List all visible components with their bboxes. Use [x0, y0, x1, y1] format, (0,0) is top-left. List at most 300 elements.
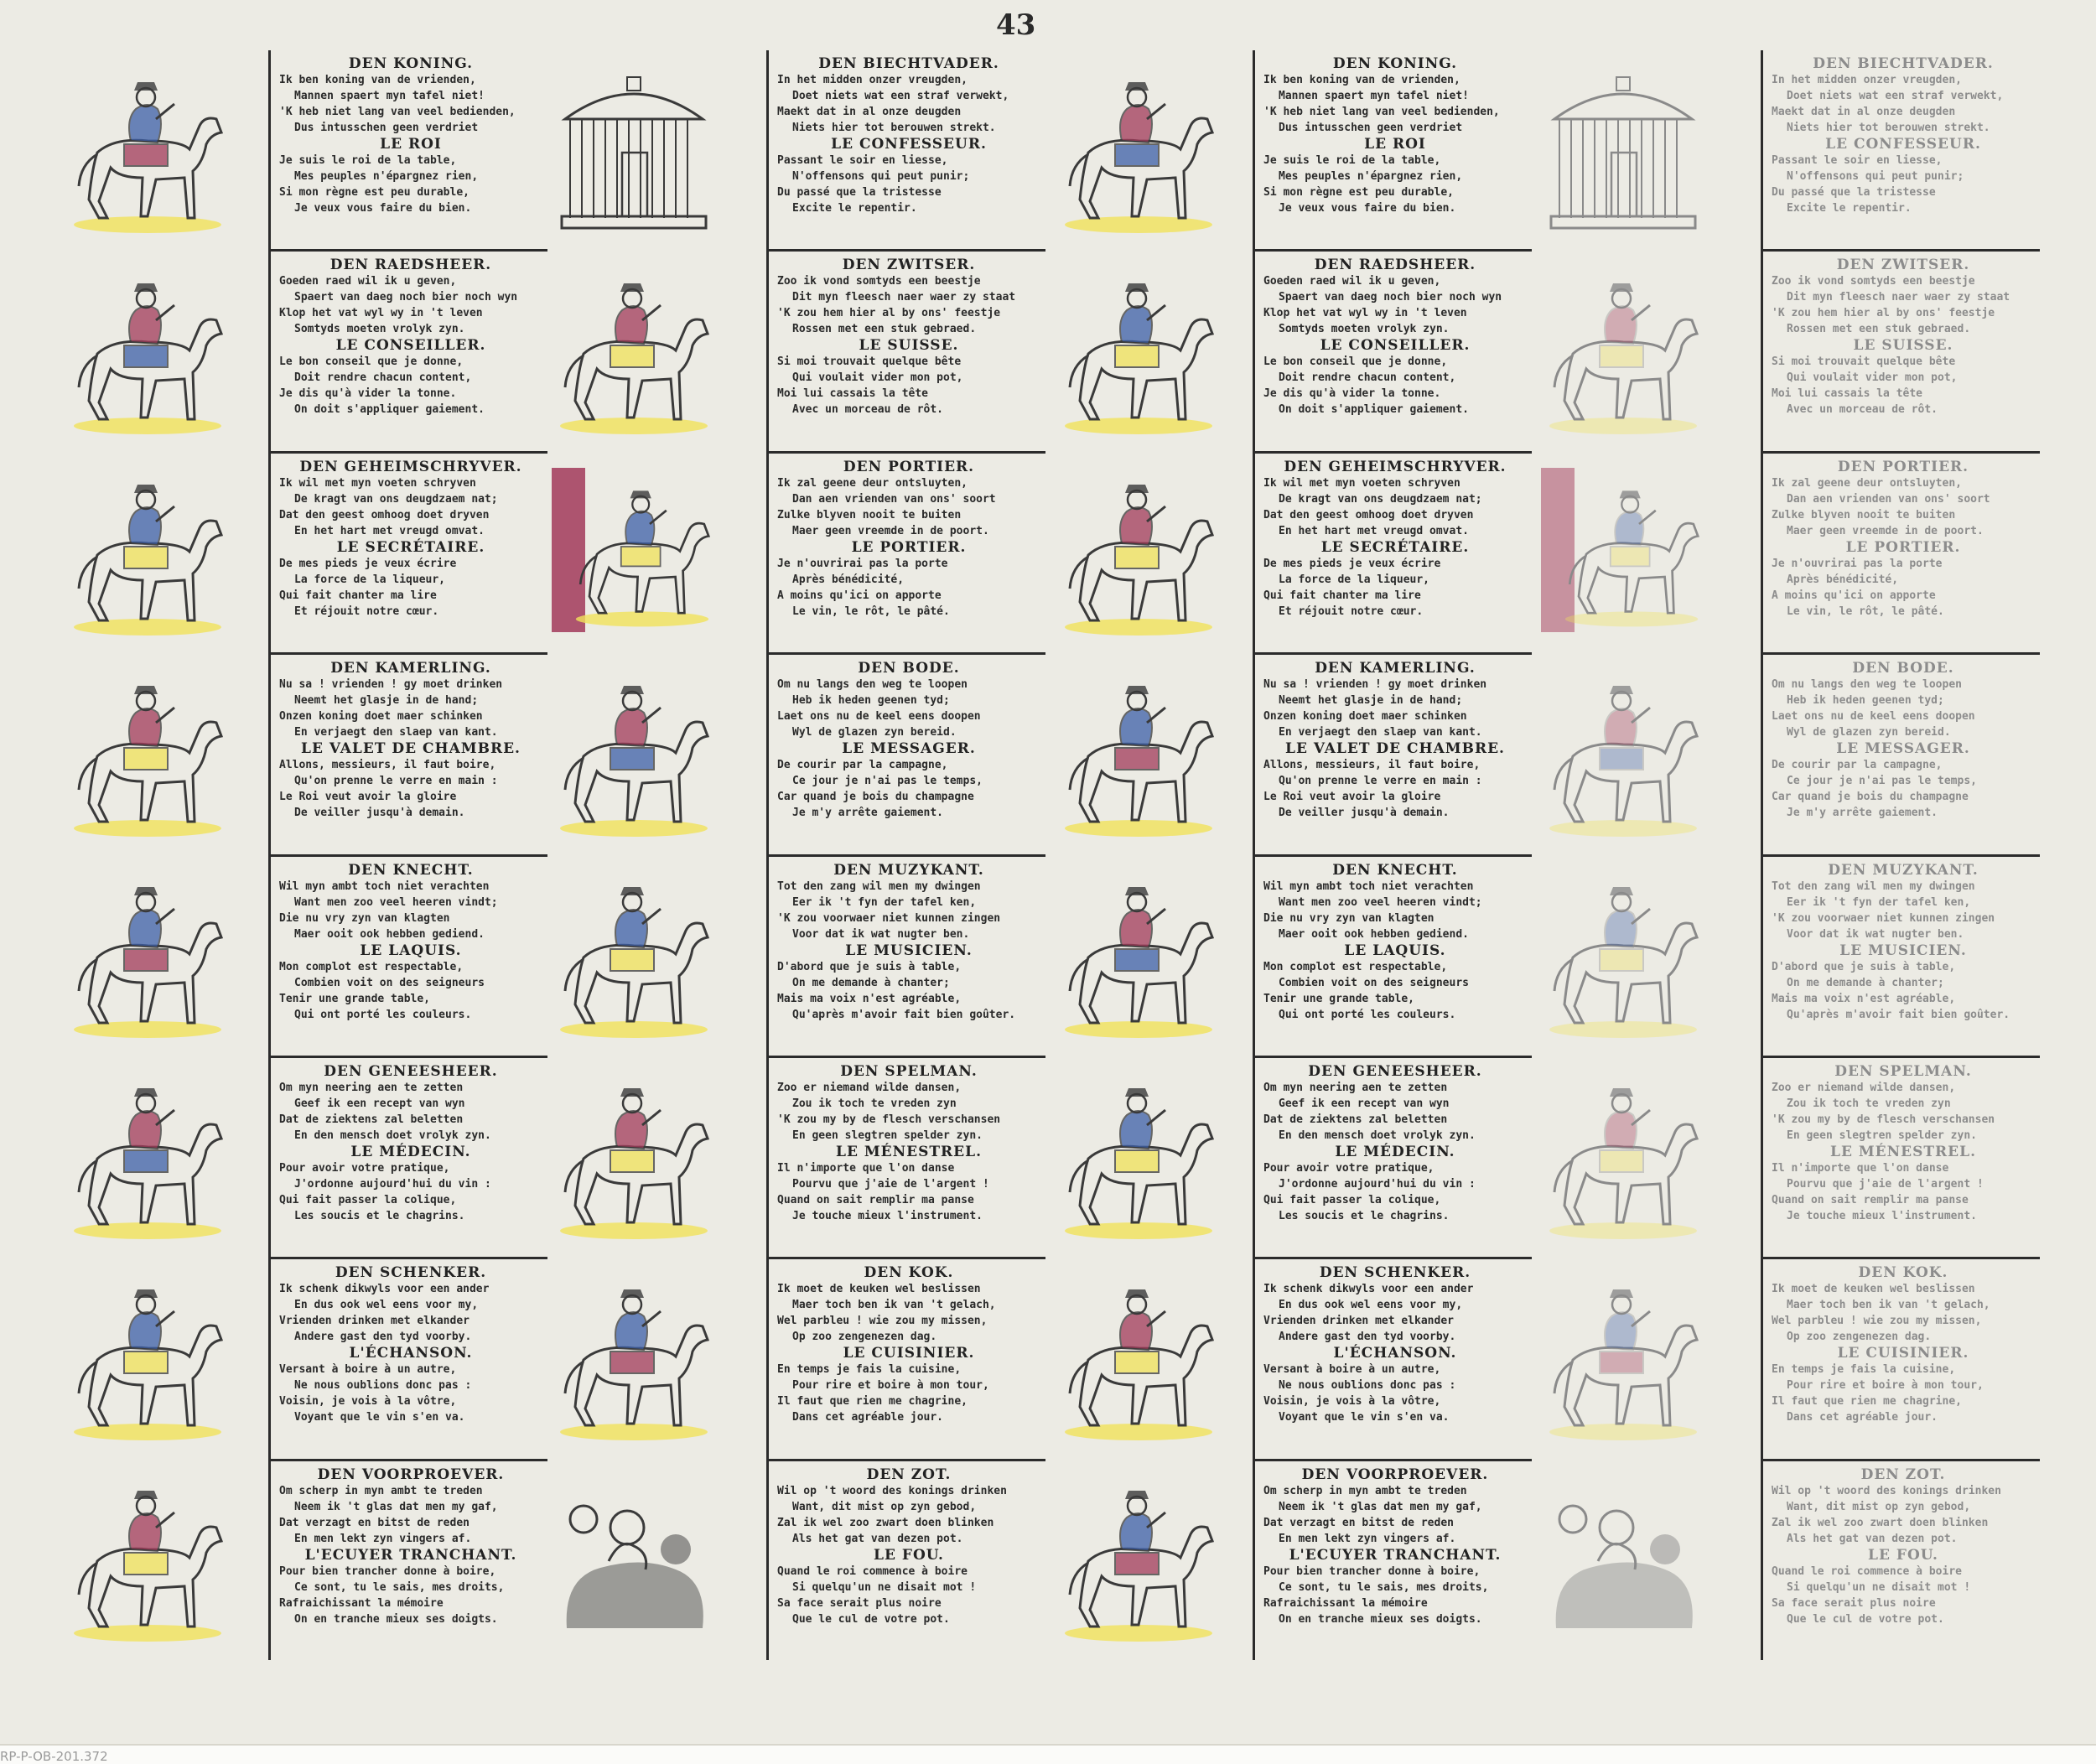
dutch-verse-line: Doet niets wat een straf verwekt,	[1787, 90, 2004, 102]
french-verse-line: Qui voulait vider mon pot,	[792, 371, 963, 385]
verse-title: DEN KOK.	[1858, 1264, 1948, 1282]
woodcut-cell	[55, 855, 240, 1056]
woodcut-cell	[1046, 855, 1231, 1056]
inventory-number: RP-P-OB-201.372	[0, 1749, 108, 1764]
verse-cell	[1255, 454, 1532, 655]
musician-on-horse-figure	[550, 865, 718, 1041]
french-verse-line: Tenir une grande table,	[279, 992, 431, 1005]
dutch-verse-line: Nu sa ! vrienden ! gy moet drinken	[279, 678, 503, 692]
dutch-verse-line: En men lekt zyn vingers af.	[294, 1532, 472, 1545]
french-verse-line: Moi lui cassais la tête	[1772, 387, 1923, 401]
french-verse-line: On en tranche mieux ses doigts.	[1279, 1612, 1482, 1626]
verse-title: DEN GEHEIMSCHRYVER.	[299, 458, 522, 475]
woodcut-cell	[1531, 252, 1715, 453]
dutch-verse-line: Klop het vat wyl wy in 't leven	[279, 307, 483, 320]
french-verse-line: Versant à boire à un autre,	[1263, 1363, 1441, 1377]
french-verse-line: Qui fait chanter ma lire	[1263, 589, 1421, 602]
french-verse-line: J'ordonne aujourd'hui du vin :	[294, 1177, 491, 1191]
dutch-verse-line: Dat den geest omhoog doet dryven	[1263, 508, 1474, 521]
verse-title: DEN ZOT.	[1860, 1466, 1946, 1483]
french-verse-line: Qu'on prenne le verre en main :	[294, 775, 498, 788]
woodcut-cell	[55, 654, 240, 855]
french-verse-line: Rafraichissant la mémoire	[279, 1596, 444, 1610]
french-verse-line: Qu'on prenne le verre en main :	[1279, 775, 1482, 788]
dutch-verse-line: Die nu vry zyn van klagten	[1263, 911, 1435, 925]
dutch-verse-line: In het midden onzer vreugden,	[777, 74, 968, 86]
french-verse-line: Si mon règne est peu durable,	[1263, 186, 1454, 199]
verse-cell	[271, 252, 547, 453]
woodcut-column-3	[542, 50, 726, 1660]
french-title: LE MÉNESTREL.	[836, 1143, 982, 1160]
dutch-verse-line: Maer toch ben ik van 't gelach,	[792, 1299, 996, 1312]
french-verse-line: Pour bien trancher donne à boire,	[1263, 1564, 1481, 1578]
french-verse-line: Le Roi veut avoir la gloire	[1263, 791, 1441, 804]
french-verse-line: Je suis le roi de la table,	[279, 154, 457, 167]
dutch-verse-line: Om scherp in myn ambt te treden	[1263, 1484, 1467, 1497]
french-title: LE CONSEILLER.	[1320, 337, 1471, 355]
french-verse-line: En temps je fais la cuisine,	[1772, 1363, 1956, 1377]
dutch-verse-line: Zoo er niemand wilde dansen,	[1772, 1081, 1956, 1094]
cook-on-horse-figure	[550, 1268, 718, 1444]
dutch-verse-line: Ik wil met myn voeten schryven	[1263, 476, 1460, 490]
french-title: LE VALET DE CHAMBRE.	[1285, 740, 1505, 758]
dutch-verse-line: Heb ik heden geenen tyd;	[1787, 694, 1944, 708]
french-verse-line: Combien voit on des seigneurs	[1279, 976, 1469, 989]
verse-title: DEN KAMERLING.	[1315, 660, 1476, 677]
french-verse-line: Il n'importe que l'on danse	[777, 1161, 955, 1175]
dutch-verse-line: Zou ik toch te vreden zyn	[1787, 1097, 1951, 1110]
taster-on-horse-figure	[64, 1469, 231, 1645]
french-verse-line: Je suis le roi de la table,	[1263, 154, 1441, 167]
woodcut-cell	[542, 252, 726, 453]
woodcut-cell	[1046, 50, 1231, 252]
dutch-verse-line: En den mensch doet vrolyk zyn.	[294, 1128, 491, 1142]
woodcut-cell	[1046, 1258, 1231, 1459]
councillor-on-horse-figure	[64, 262, 231, 438]
verse-cell	[769, 1461, 1045, 1660]
dutch-verse-line: En den mensch doet vrolyk zyn.	[1279, 1128, 1476, 1142]
french-verse-line: Ce jour je n'ai pas le temps,	[1787, 775, 1977, 788]
french-verse-line: Pourvu que j'aie de l'argent !	[792, 1177, 989, 1191]
verse-column-8	[1761, 50, 2040, 1660]
page-number: 43	[996, 8, 1036, 42]
dutch-verse-line: Neemt het glasje in de hand;	[294, 694, 479, 708]
french-verse-line: Qu'après m'avoir fait bien goûter.	[1787, 1008, 2010, 1021]
messenger-on-horse-figure	[550, 664, 718, 840]
dutch-verse-line: In het midden onzer vreugden,	[1772, 74, 1962, 86]
french-verse-line: Pour rire et boire à mon tour,	[1787, 1379, 1984, 1393]
french-title: LE ROI	[380, 136, 442, 153]
french-verse-line: Du passé que la tristesse	[1772, 186, 1936, 199]
dutch-verse-line: Zal ik wel zoo zwart doen blinken	[777, 1516, 994, 1529]
dutch-verse-line: En dus ook wel eens voor my,	[1279, 1299, 1463, 1312]
dutch-verse-line: Zoo ik vond somtyds een beestje	[777, 275, 981, 288]
verse-cell	[1763, 50, 2040, 252]
verse-cell	[1255, 857, 1532, 1058]
fool-on-bear-figure	[1539, 1469, 1707, 1645]
french-verse-line: Combien voit on des seigneurs	[294, 976, 485, 989]
french-verse-line: Qui fait passer la colique,	[279, 1193, 457, 1206]
french-verse-line: Sa face serait plus noire	[1772, 1596, 1936, 1610]
dutch-verse-line: Om nu langs den weg te loopen	[1772, 678, 1962, 692]
verse-title: DEN MUZYKANT.	[833, 861, 984, 879]
verse-cell	[769, 252, 1045, 453]
cupbearer-on-horse-figure	[64, 1268, 231, 1444]
french-verse-line: Dans cet agréable jour.	[1787, 1411, 1938, 1424]
french-verse-line: Je n'ouvrirai pas la porte	[777, 557, 948, 570]
secretary-on-horse-figure	[1055, 463, 1222, 639]
verse-cell	[1763, 1058, 2040, 1259]
verse-title: DEN RAEDSHEER.	[1314, 257, 1476, 274]
woodcut-cell	[1046, 252, 1231, 453]
french-verse-line: Quand le roi commence à boire	[777, 1564, 968, 1578]
verse-cell	[1255, 50, 1532, 252]
woodcut-cell	[1046, 1459, 1231, 1660]
french-title: LE SECRÉTAIRE.	[336, 538, 485, 556]
french-verse-line: Je dis qu'à vider la tonne.	[279, 387, 457, 401]
french-verse-line: Ne nous oublions donc pas :	[1279, 1379, 1456, 1393]
french-verse-line: Qui fait passer la colique,	[1263, 1193, 1441, 1206]
verse-column-2	[268, 50, 547, 1660]
cupbearer-on-horse-figure	[1055, 1268, 1222, 1444]
french-verse-line: Passant le soir en liesse,	[1772, 154, 1943, 167]
secretary-on-horse-figure	[64, 463, 231, 639]
chamberlain-on-horse-figure	[64, 664, 231, 840]
woodcut-cell	[55, 1258, 240, 1459]
dutch-verse-line: Andere gast den tyd voorby.	[294, 1331, 472, 1344]
confessor-cage-figure	[550, 60, 718, 236]
dutch-verse-line: Maer ooit ook hebben gediend.	[1279, 927, 1469, 941]
dutch-verse-line: De kragt van ons deugdzaem nat;	[294, 492, 498, 506]
french-verse-line: Excite le repentir.	[1787, 202, 1912, 215]
french-title: LE ROI	[1364, 136, 1426, 153]
fool-on-bear-figure	[550, 1469, 718, 1645]
french-verse-line: Le vin, le rôt, le pâté.	[1787, 604, 1944, 618]
french-title: LE MUSICIEN.	[1839, 942, 1967, 959]
dutch-verse-line: Ik moet de keuken wel beslissen	[1772, 1283, 1975, 1296]
minstrel-on-horse-figure	[1539, 1066, 1707, 1243]
dutch-verse-line: Mannen spaert myn tafel niet!	[1279, 90, 1469, 102]
dutch-verse-line: 'K zou voorwaer niet kunnen zingen	[1772, 911, 1995, 925]
french-title: LE SECRÉTAIRE.	[1320, 538, 1470, 556]
dutch-verse-line: Dit myn fleesch naer waer zy staat	[1787, 291, 2010, 304]
dutch-verse-line: Neem ik 't glas dat men my gaf,	[294, 1500, 498, 1513]
dutch-verse-line: Neem ik 't glas dat men my gaf,	[1279, 1500, 1482, 1513]
dutch-verse-line: Dan aen vrienden van ons' soort	[792, 492, 996, 506]
verse-cell	[271, 1058, 547, 1259]
verse-cell	[271, 857, 547, 1058]
french-verse-line: Du passé que la tristesse	[777, 186, 942, 199]
verse-title: DEN VOORPROEVER.	[317, 1466, 505, 1483]
french-verse-line: De mes pieds je veux écrire	[279, 557, 457, 570]
verse-cell	[271, 454, 547, 655]
dutch-verse-line: Tot den zang wil men my dwingen	[1772, 879, 1975, 893]
woodcut-cell	[1531, 654, 1715, 855]
french-verse-line: Ce jour je n'ai pas le temps,	[792, 775, 983, 788]
verse-title: DEN BIECHTVADER.	[818, 55, 999, 72]
french-verse-line: Pour rire et boire à mon tour,	[792, 1379, 989, 1393]
dutch-verse-line: Maekt dat in al onze deugden	[1772, 106, 1956, 118]
dutch-verse-line: En het hart met vreugd omvat.	[1279, 524, 1469, 537]
french-verse-line: Quand on sait remplir ma panse	[777, 1193, 974, 1206]
french-verse-line: Ce sont, tu le sais, mes droits,	[294, 1580, 505, 1594]
verse-title: DEN KONING.	[348, 55, 474, 72]
french-verse-line: Si quelqu'un ne disait mot !	[1787, 1580, 1971, 1594]
dutch-verse-line: Mannen spaert myn tafel niet!	[294, 90, 485, 102]
dutch-verse-line: Zoo er niemand wilde dansen,	[777, 1081, 962, 1094]
french-verse-line: Quand le roi commence à boire	[1772, 1564, 1962, 1578]
dutch-verse-line: Spaert van daeg noch bier noch wyn	[1279, 291, 1502, 304]
french-verse-line: La force de la liqueur,	[294, 573, 446, 586]
dutch-verse-line: Wel parbleu ! wie zou my missen,	[1772, 1315, 1982, 1328]
french-verse-line: Les soucis et le chagrins.	[294, 1209, 465, 1222]
dutch-verse-line: Als het gat van dezen pot.	[792, 1532, 963, 1545]
french-verse-line: Je veux vous faire du bien.	[294, 202, 472, 215]
french-verse-line: Allons, messieurs, il faut boire,	[279, 759, 496, 772]
woodcut-cell	[542, 855, 726, 1056]
dutch-verse-line: Rossen met een stuk gebraed.	[1787, 323, 1971, 336]
french-verse-line: Car quand je bois du champagne	[1772, 791, 1969, 804]
verse-title: DEN SCHENKER.	[1319, 1264, 1471, 1282]
french-verse-line: Moi lui cassais la tête	[777, 387, 929, 401]
verse-cell	[1763, 655, 2040, 856]
french-verse-line: Mais ma voix n'est agréable,	[777, 992, 962, 1005]
dutch-verse-line: Om myn neering aen te zetten	[279, 1081, 464, 1094]
french-verse-line: Car quand je bois du champagne	[777, 791, 974, 804]
french-title: LE MÉDECIN.	[1335, 1143, 1455, 1160]
servant-on-horse-figure	[64, 865, 231, 1041]
dutch-verse-line: Maer ooit ook hebben gediend.	[294, 927, 485, 941]
dutch-verse-line: En verjaegt den slaep van kant.	[294, 726, 498, 739]
french-verse-line: On doit s'appliquer gaiement.	[1279, 403, 1469, 417]
dutch-verse-line: Om scherp in myn ambt te treden	[279, 1484, 483, 1497]
dutch-verse-line: Zou ik toch te vreden zyn	[792, 1097, 957, 1110]
verse-cell	[1763, 1259, 2040, 1460]
dutch-verse-line: Dat de ziektens zal beletten	[279, 1113, 464, 1126]
messenger-on-horse-figure	[1539, 664, 1707, 840]
verse-cell	[271, 1461, 547, 1660]
french-verse-line: N'offensons qui peut punir;	[1787, 170, 1964, 183]
dutch-verse-line: Want men zoo veel heeren vindt;	[1279, 895, 1482, 909]
dutch-verse-line: Rossen met een stuk gebraed.	[792, 323, 977, 336]
woodcut-column-7	[1531, 50, 1715, 1660]
french-verse-line: Qui fait chanter ma lire	[279, 589, 437, 602]
french-verse-line: De courir par la campagne,	[777, 759, 948, 772]
verse-cell	[769, 1259, 1045, 1460]
dutch-verse-line: Zulke blyven nooit te buiten	[1772, 508, 1956, 521]
verse-title: DEN GEHEIMSCHRYVER.	[1284, 458, 1507, 475]
french-verse-line: Excite le repentir.	[792, 202, 917, 215]
king-on-horse-figure	[64, 60, 231, 236]
french-verse-line: Mon complot est respectable,	[279, 960, 464, 973]
french-title: LE MÉDECIN.	[350, 1143, 471, 1160]
dutch-verse-line: Klop het vat wyl wy in 't leven	[1263, 307, 1467, 320]
dutch-verse-line: 'K heb niet lang van veel bedienden,	[1263, 106, 1500, 118]
french-verse-line: Pourvu que j'aie de l'argent !	[1787, 1177, 1984, 1191]
french-verse-line: Si quelqu'un ne disait mot !	[792, 1580, 977, 1594]
french-title: LE SUISSE.	[1853, 337, 1953, 355]
dutch-verse-line: Want, dit mist op zyn gebod,	[1787, 1500, 1971, 1513]
dutch-verse-line: Doet niets wat een straf verwekt,	[792, 90, 1009, 102]
french-title: LE LAQUIS.	[360, 942, 462, 959]
french-title: L'ÉCHANSON.	[349, 1345, 473, 1362]
french-title: LE MÉNESTREL.	[1830, 1143, 1976, 1160]
french-verse-line: Ce sont, tu le sais, mes droits,	[1279, 1580, 1489, 1594]
french-verse-line: Je m'y arrête gaiement.	[1787, 807, 1938, 820]
dutch-verse-line: Niets hier tot berouwen strekt.	[1787, 122, 1990, 134]
french-title: L'ÉCHANSON.	[1333, 1345, 1457, 1362]
french-title: LE CONFESSEUR.	[1825, 136, 1981, 153]
french-title: LE MESSAGER.	[1836, 740, 1970, 758]
dutch-verse-line: Wyl de glazen zyn bereid.	[792, 726, 957, 739]
dutch-verse-line: Voor dat ik wat nugter ben.	[792, 927, 970, 941]
french-verse-line: Je dis qu'à vider la tonne.	[1263, 387, 1441, 401]
woodcut-cell	[542, 1258, 726, 1459]
french-verse-line: Je touche mieux l'instrument.	[792, 1209, 983, 1222]
verse-title: DEN SCHENKER.	[335, 1264, 487, 1282]
french-verse-line: On doit s'appliquer gaiement.	[294, 403, 485, 417]
dutch-verse-line: 'K zou voorwaer niet kunnen zingen	[777, 911, 1001, 925]
french-verse-line: Voyant que le vin s'en va.	[1279, 1411, 1450, 1424]
french-verse-line: A moins qu'ici on apporte	[1772, 589, 1936, 602]
woodcut-column-1	[55, 50, 240, 1660]
french-verse-line: Quand on sait remplir ma panse	[1772, 1193, 1969, 1206]
dutch-verse-line: Laet ons nu de keel eens doopen	[777, 710, 981, 724]
dutch-verse-line: Tot den zang wil men my dwingen	[777, 879, 981, 893]
dutch-verse-line: 'K zou hem hier al by ons' feestje	[777, 307, 1001, 320]
dutch-verse-line: 'K heb niet lang van veel bedienden,	[279, 106, 516, 118]
dutch-verse-line: Heb ik heden geenen tyd;	[792, 694, 950, 708]
dutch-verse-line: Om myn neering aen te zetten	[1263, 1081, 1448, 1094]
dutch-verse-line: Goeden raed wil ik u geven,	[1263, 275, 1441, 288]
swiss-guard-on-horse-figure	[1539, 262, 1707, 438]
verse-title: DEN MUZYKANT.	[1828, 861, 1979, 879]
french-verse-line: Il faut que rien me chagrine,	[1772, 1395, 1962, 1409]
verse-title: DEN GENEESHEER.	[324, 1062, 498, 1080]
verse-title: DEN ZOT.	[866, 1466, 952, 1483]
dutch-verse-line: Ik schenk dikwyls voor een ander	[1263, 1283, 1474, 1296]
dutch-verse-line: Maer geen vreemde in de poort.	[792, 524, 989, 537]
verse-title: DEN ZWITSER.	[842, 257, 976, 274]
french-verse-line: Qu'après m'avoir fait bien goûter.	[792, 1008, 1016, 1021]
dutch-verse-line: Somtyds moeten vrolyk zyn.	[1279, 323, 1450, 336]
dutch-verse-line: Dus intusschen geen verdriet	[1279, 122, 1463, 134]
dutch-verse-line: Voor dat ik wat nugter ben.	[1787, 927, 1964, 941]
verse-cell	[1255, 1461, 1532, 1660]
dutch-verse-line: Dat verzagt en bitst de reden	[1263, 1516, 1454, 1529]
french-verse-line: Allons, messieurs, il faut boire,	[1263, 759, 1481, 772]
french-verse-line: Si mon règne est peu durable,	[279, 186, 470, 199]
dutch-verse-line: Maekt dat in al onze deugden	[777, 106, 962, 118]
woodcut-cell	[55, 50, 240, 252]
woodcut-column-5	[1046, 50, 1231, 1660]
woodcut-cell	[542, 654, 726, 855]
dutch-verse-line: Als het gat van dezen pot.	[1787, 1532, 1958, 1545]
french-verse-line: Pour bien trancher donne à boire,	[279, 1564, 496, 1578]
dutch-verse-line: Zulke blyven nooit te buiten	[777, 508, 962, 521]
french-title: LE FOU.	[874, 1546, 944, 1564]
verse-cell	[769, 454, 1045, 655]
dutch-verse-line: Onzen koning doet maer schinken	[279, 710, 483, 724]
dutch-verse-line: Ik ben koning van de vrienden,	[279, 74, 476, 86]
dutch-verse-line: Zal ik wel zoo zwart doen blinken	[1772, 1516, 1989, 1529]
dutch-verse-line: Somtyds moeten vrolyk zyn.	[294, 323, 465, 336]
verse-cell	[769, 50, 1045, 252]
french-title: L'ECUYER TRANCHANT.	[1289, 1546, 1502, 1564]
french-title: LE PORTIER.	[1845, 538, 1961, 556]
porter-at-door-figure	[1539, 463, 1707, 639]
dutch-verse-line: Op zoo zengenezen dag.	[792, 1331, 937, 1344]
french-title: LE PORTIER.	[851, 538, 967, 556]
verse-cell	[1255, 655, 1532, 856]
minstrel-on-horse-figure	[550, 1066, 718, 1243]
verse-cell	[1763, 252, 2040, 453]
verse-cell	[1763, 454, 2040, 655]
woodcut-cell	[542, 453, 726, 654]
dutch-verse-line: Wil myn ambt toch niet verachten	[279, 879, 490, 893]
french-verse-line: On me demande à chanter;	[1787, 976, 1944, 989]
verse-cell	[271, 1259, 547, 1460]
verse-cell	[1255, 1259, 1532, 1460]
french-verse-line: Pour avoir votre pratique,	[1263, 1161, 1435, 1175]
french-title: LE CUISINIER.	[1837, 1345, 1969, 1362]
verse-title: DEN PORTIER.	[1837, 458, 1969, 475]
woodcut-cell	[55, 252, 240, 453]
verse-cell	[1763, 857, 2040, 1058]
french-verse-line: Voisin, je vois à la vôtre,	[279, 1395, 457, 1409]
french-title: LE CONSEILLER.	[335, 337, 486, 355]
french-title: LE CONFESSEUR.	[831, 136, 987, 153]
verse-title: DEN VOORPROEVER.	[1301, 1466, 1489, 1483]
woodcut-cell	[1531, 453, 1715, 654]
verse-title: DEN KNECHT.	[348, 861, 474, 879]
verse-title: DEN BODE.	[1852, 660, 1954, 677]
french-verse-line: Les soucis et le chagrins.	[1279, 1209, 1450, 1222]
woodcut-cell	[1531, 1056, 1715, 1258]
french-verse-line: Et réjouit notre cœur.	[1279, 604, 1424, 618]
dutch-verse-line: Maer toch ben ik van 't gelach,	[1787, 1299, 1990, 1312]
dutch-verse-line: De kragt van ons deugdzaem nat;	[1279, 492, 1482, 506]
verse-title: DEN SPELMAN.	[1834, 1062, 1972, 1080]
french-title: LE VALET DE CHAMBRE.	[301, 740, 521, 758]
verse-cell	[271, 655, 547, 856]
dutch-verse-line: Onzen koning doet maer schinken	[1263, 710, 1467, 724]
verse-title: DEN KOK.	[864, 1264, 954, 1282]
french-verse-line: De veiller jusqu'à demain.	[1279, 807, 1450, 820]
french-verse-line: Doit rendre chacun content,	[294, 371, 472, 385]
dutch-verse-line: Andere gast den tyd voorby.	[1279, 1331, 1456, 1344]
french-verse-line: Mes peuples n'épargnez rien,	[1279, 170, 1463, 183]
french-verse-line: Doit rendre chacun content,	[1279, 371, 1456, 385]
french-verse-line: D'abord que je suis à table,	[777, 960, 962, 973]
french-verse-line: Il faut que rien me chagrine,	[777, 1395, 968, 1409]
swiss-guard-on-horse-figure	[550, 262, 718, 438]
woodcut-cell	[1046, 453, 1231, 654]
french-verse-line: De mes pieds je veux écrire	[1263, 557, 1441, 570]
servant-on-horse-figure	[1055, 865, 1222, 1041]
dutch-verse-line: Geef ik een recept van wyn	[294, 1097, 465, 1110]
dutch-verse-line: Goeden raed wil ik u geven,	[279, 275, 457, 288]
dutch-verse-line: En het hart met vreugd omvat.	[294, 524, 485, 537]
verse-title: DEN RAEDSHEER.	[329, 257, 492, 274]
woodcut-cell	[1531, 855, 1715, 1056]
verse-cell	[1763, 1461, 2040, 1660]
french-verse-line: Tenir une grande table,	[1263, 992, 1415, 1005]
french-title: LE MESSAGER.	[842, 740, 976, 758]
french-verse-line: Qui ont porté les couleurs.	[1279, 1008, 1456, 1021]
french-verse-line: Avec un morceau de rôt.	[1787, 403, 1938, 417]
french-verse-line: De courir par la campagne,	[1772, 759, 1943, 772]
